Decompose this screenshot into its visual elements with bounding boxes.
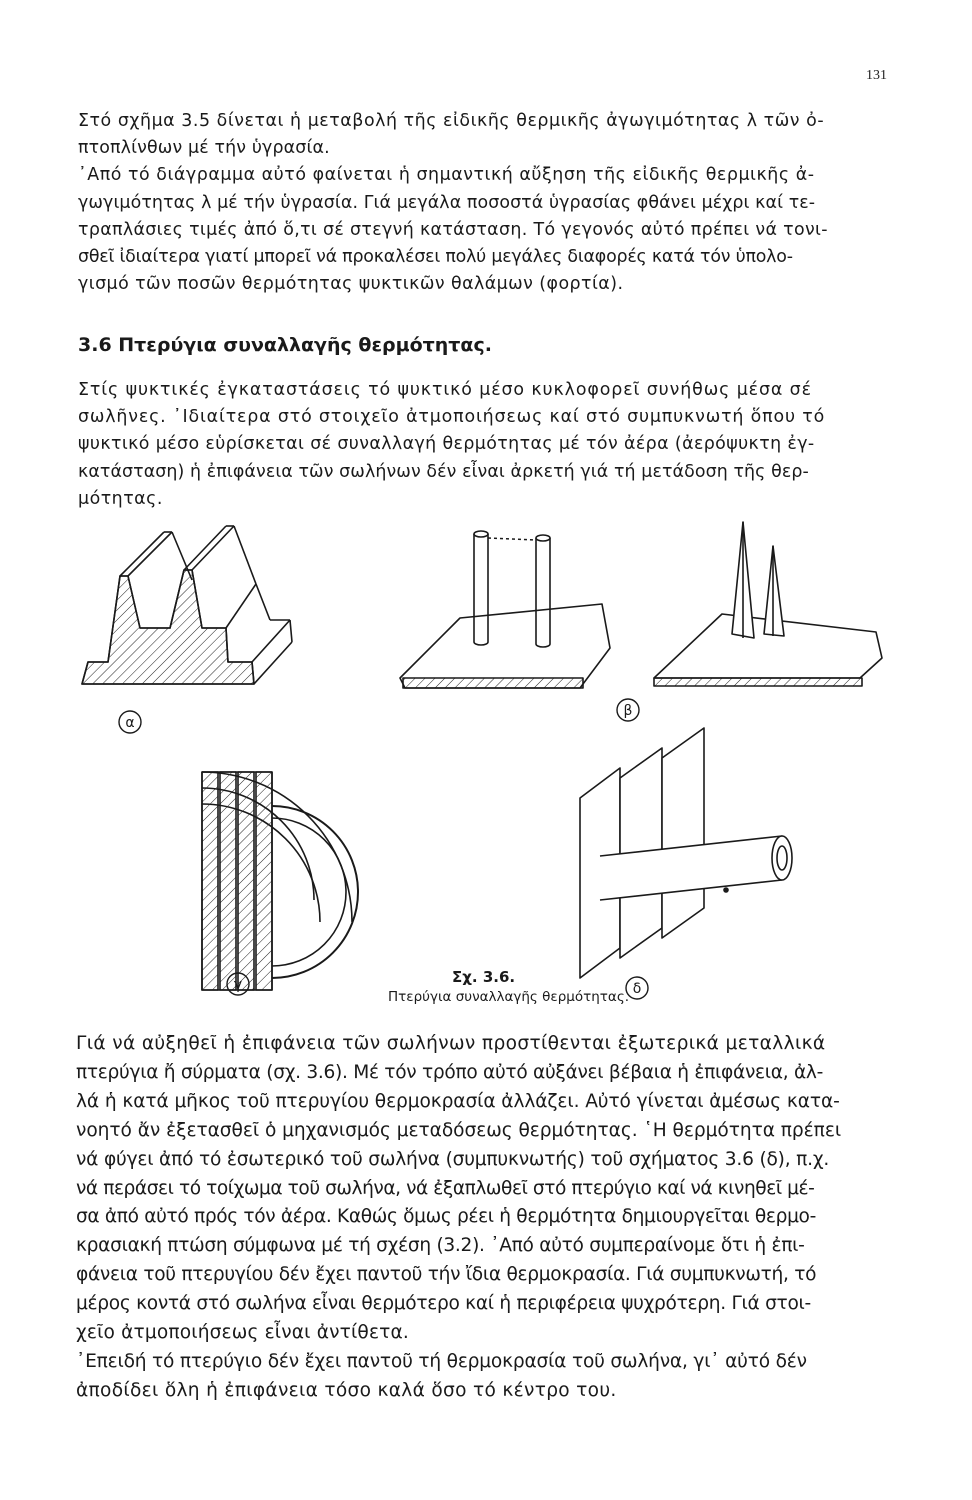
paragraph-fins-intro — [78, 377, 890, 513]
text-line: ἀποδίδει ὅλη ἡ ἐπιφάνεια τόσο καλά ὅσο τό κέντρο του. — [76, 1379, 617, 1401]
text-line: Στίς ψυκτικές ἐγκαταστάσεις τό ψυκτικό μέσο κυκλοφορεῖ συνήθως μέσα σέ — [78, 380, 812, 400]
text-line: Γιά νά αὐξηθεῖ ἡ ἐπιφάνεια τῶν σωλήνων προστίθενται ἐξωτερικά μεταλλικά — [76, 1033, 826, 1054]
label-d: δ — [632, 981, 642, 997]
text-line: νά φύγει ἀπό τό ἐσωτερικό τοῦ σωλήνα (συμπυκνωτής) τοῦ σχήματος 3.6 (δ), π.χ. — [76, 1148, 830, 1170]
fin-profile-a — [82, 526, 292, 684]
text-line: φάνεια τοῦ πτερυγίου δέν ἔχει παντοῦ τήν ἴδια θερμοκρασία. Γιά συμπυκνωτή, τό — [76, 1264, 817, 1286]
text-line: ᾿Επειδή τό πτερύγιο δέν ἔχει παντοῦ τή θερμοκρασία τοῦ σωλήνα, γι᾿ αὐτό δέν — [76, 1350, 807, 1372]
paragraph-fin-temperature — [76, 1030, 892, 1406]
fins-illustration — [80, 518, 890, 1023]
text-line: γωγιμότητας λ μέ τήν ὑγρασία. Γιά μεγάλα ποσοστά ὑγρασίας φθάνει μέχρι καί τε- — [78, 192, 816, 213]
text-line: χεῖο ἀτμοποιήσεως εἶναι ἀντίθετα. — [76, 1322, 409, 1344]
text-line: πτερύγια ἤ σύρματα (σχ. 3.6). Μέ τόν τρόπο αὐτό αὐξάνει βέβαια ἡ ἐπιφάνεια, ἀλ- — [76, 1061, 824, 1083]
text-line: σθεῖ ἰδιαίτερα γιατί μπορεῖ νά προκαλέσει πολύ μεγάλες διαφορές κατά τόν ὑπολο- — [78, 247, 793, 268]
section-heading: 3.6 Πτερύγια συναλλαγῆς θερμότητας. — [78, 334, 492, 356]
text-line: κατάσταση) ἡ ἐπιφάνεια τῶν σωλήνων δέν εἶναι ἀρκετή γιά τή μετάδοση τῆς θερ- — [78, 461, 809, 482]
pin-fins-b — [400, 531, 610, 688]
subfigure-labels — [119, 699, 648, 999]
text-line: ψυκτικό μέσο εὑρίσκεται σέ συναλλαγή θερμότητας μέ τόν ἀέρα (ἀερόψυκτη ἐγ- — [78, 434, 815, 455]
text-line: λά ἡ κατά μῆκος τοῦ πτερυγίου θερμοκρασία ἀλλάζει. Αὐτό γίνεται ἀμέσως κατα- — [76, 1090, 840, 1112]
text-line: γισμό τῶν ποσῶν θερμότητας ψυκτικῶν θαλάμων (φορτία). — [78, 274, 624, 295]
text-line: τραπλάσιες τιμές ἀπό ὅ,τι σέ στεγνή κατάσταση. Τό γεγονός αὐτό πρέπει νά τονι- — [78, 219, 828, 240]
label-b: β — [623, 703, 633, 719]
label-a: α — [125, 715, 135, 731]
text-line: νοητό ἄν ἐξετασθεῖ ὁ μηχανισμός μεταδόσεως θερμότητας. ῾Η θερμότητα πρέπει — [76, 1119, 842, 1141]
paragraph-intro — [78, 108, 890, 298]
text-line: σωλῆνες. ᾿Ιδιαίτερα στό στοιχεῖο ἀτμοποιήσεως καί στό συμπυκνωτή ὅπου τό — [78, 407, 826, 428]
text-line: πτοπλίνθων μέ τήν ὑγρασία. — [78, 138, 330, 159]
text-line: ᾿Από τό διάγραμμα αὐτό φαίνεται ἡ σημαντική αὔξηση τῆς εἰδικῆς θερμικῆς ἀ- — [78, 165, 815, 186]
figure-title: Πτερύγια συναλλαγῆς θερμότητας. — [388, 989, 630, 1005]
annular-fins-c — [202, 772, 358, 990]
text-line: μότητας. — [78, 488, 163, 509]
label-c: γ — [233, 977, 243, 993]
text-line: κρασιακή πτώση σύμφωνα μέ τή σχέση (3.2). ᾿Από αὐτό συμπεραίνομε ὅτι ἡ ἐπι- — [76, 1235, 805, 1257]
page-number: 131 — [866, 68, 887, 83]
text-line: νά περάσει τό τοίχωμα τοῦ σωλήνα, νά ἐξαπλωθεῖ στό πτερύγιο καί νά κινηθεῖ μέ- — [76, 1177, 815, 1199]
text-line: μέρος κοντά στό σωλήνα εἶναι θερμότερο καί ἡ περιφέρεια ψυχρότερη. Γιά στοι- — [76, 1293, 811, 1315]
figure-fins — [80, 518, 890, 1023]
spine-fins — [654, 522, 882, 686]
plate-fins-d — [580, 728, 792, 978]
text-line: Στό σχῆμα 3.5 δίνεται ἡ μεταβολή τῆς εἰδικῆς θερμικῆς ἀγωγιμότητας λ τῶν ὀ- — [78, 111, 825, 131]
text-line: σα ἀπό αὐτό πρός τόν ἀέρα. Καθώς ὅμως ρέει ἡ θερμότητα δημιουργεῖται θερμο- — [76, 1206, 816, 1228]
figure-number: Σχ. 3.6. — [452, 968, 516, 986]
